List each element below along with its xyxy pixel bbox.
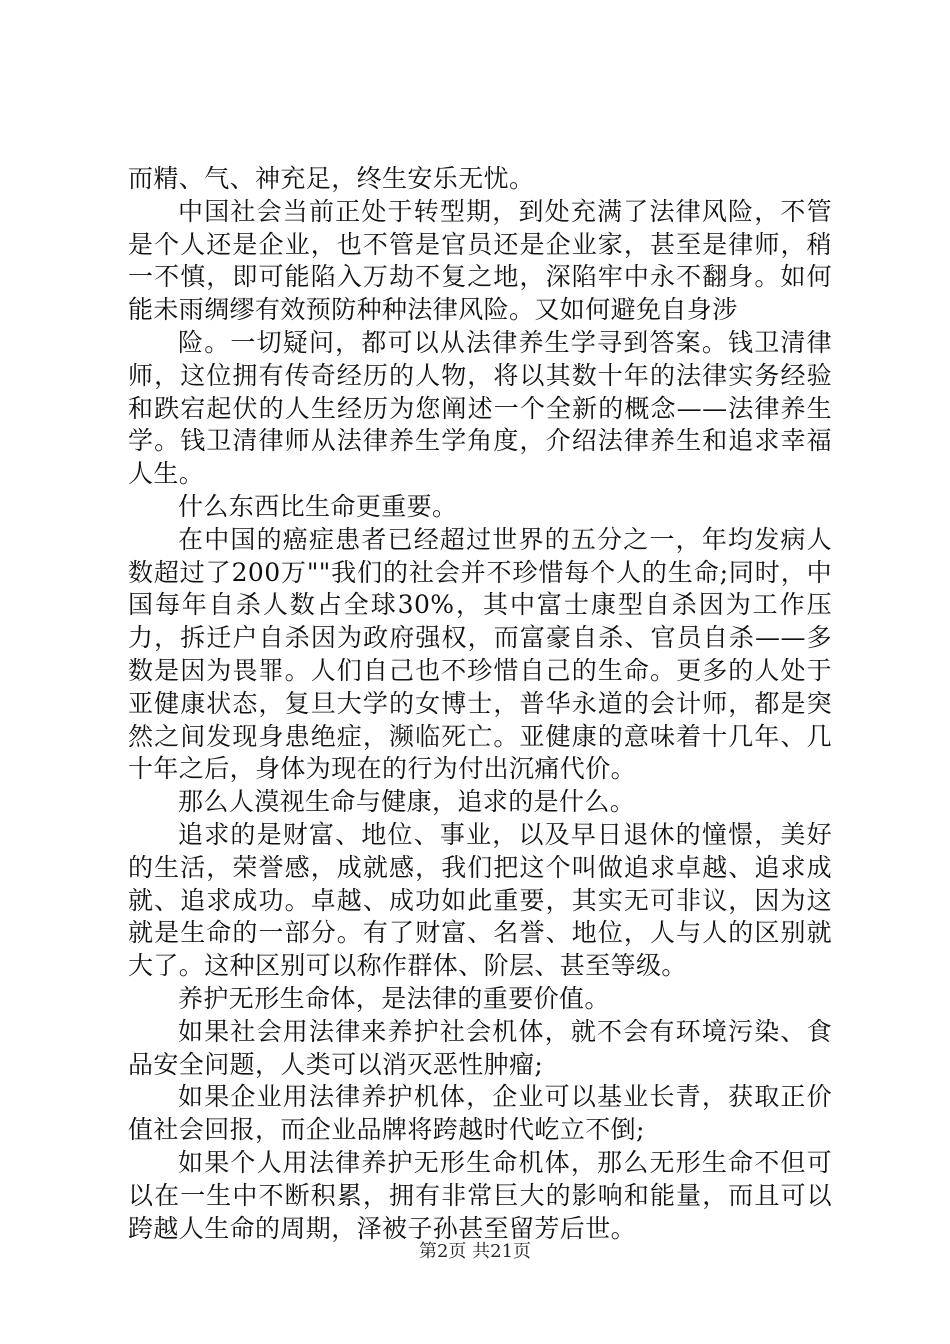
- paragraph-5: 在中国的癌症患者已经超过世界的五分之一，年均发病人数超过了200万""我们的社会并不珍惜每个人的生命;同时，中国每年自杀人数占全球30%，其中富士康型自杀因为工作压力，拆迁户自杀因为政府强权，而富豪自杀、官员自杀——多数是因为畏罪。人们自己也不珍惜自己的生命。更多的人处于亚健康状态，复旦大学的女博士，普华永道的会计师，都是突然之间发现身患绝症，濒临死亡。亚健康的意味着十几年、几十年之后，身体为现在的行为付出沉痛代价。: [128, 524, 832, 784]
- paragraph-6: 那么人漠视生命与健康，追求的是什么。: [178, 787, 636, 817]
- document-body: [128, 163, 832, 1245]
- page-footer: 第2页 共21页: [418, 1241, 532, 1262]
- paragraph-8: 养护无形生命体，是法律的重要价值。: [178, 983, 610, 1013]
- paragraph-9: 如果社会用法律来养护社会机体，就不会有环境污染、食品安全问题，人类可以消灭恶性肿瘤;: [128, 1016, 832, 1079]
- paragraph-3: 险。一切疑问，都可以从法律养生学寻到答案。钱卫清律师，这位拥有传奇经历的人物，将以其数十年的法律实务经验和跌宕起伏的人生经历为您阐述一个全新的概念——法律养生学。钱卫清律师从法律养生学角度，介绍法律养生和追求幸福人生。: [128, 327, 832, 489]
- paragraph-2: 中国社会当前正处于转型期，到处充满了法律风险，不管是个人还是企业，也不管是官员还是企业家，甚至是律师，稍一不慎，即可能陷入万劫不复之地，深陷牢中永不翻身。如何能未雨绸缪有效预防种种法律风险。又如何避免自身涉: [128, 196, 832, 325]
- paragraph-4: 什么东西比生命更重要。: [178, 491, 458, 521]
- paragraph-10: 如果企业用法律养护机体，企业可以基业长青，获取正价值社会回报，而企业品牌将跨越时代屹立不倒;: [128, 1082, 832, 1145]
- paragraph-7: 追求的是财富、地位、事业，以及早日退休的憧憬，美好的生活，荣誉感，成就感，我们把这个叫做追求卓越、追求成就、追求成功。卓越、成功如此重要，其实无可非议，因为这就是生命的一部分。有了财富、名誉、地位，人与人的区别就大了。这种区别可以称作群体、阶层、甚至等级。: [128, 819, 832, 981]
- paragraph-11: 如果个人用法律养护无形生命机体，那么无形生命不但可以在一生中不断积累，拥有非常巨大的影响和能量，而且可以跨越人生命的周期，泽被子孙甚至留芳后世。: [128, 1147, 832, 1243]
- paragraph-1: 而精、气、神充足，终生安乐无忧。: [128, 164, 535, 193]
